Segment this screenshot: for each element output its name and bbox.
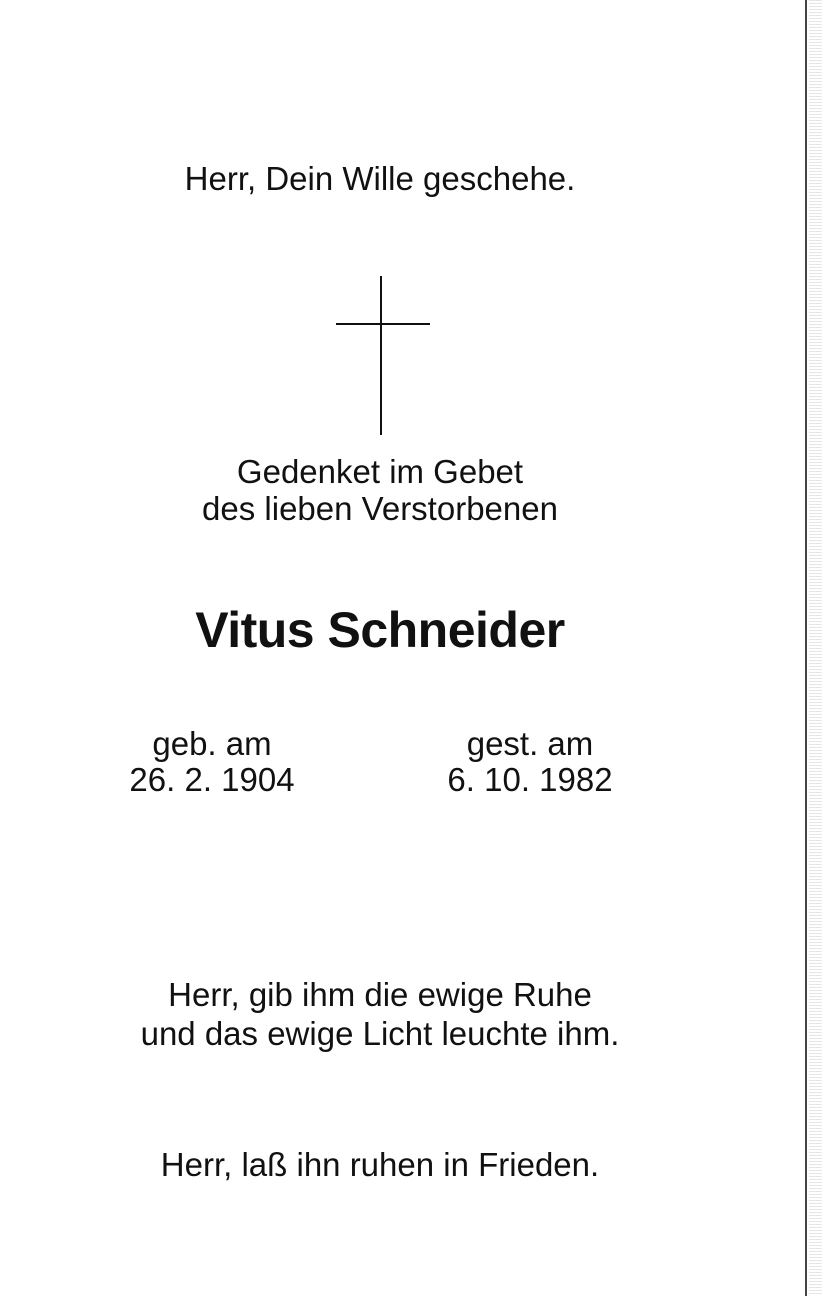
death-date: 6. 10. 1982 — [447, 761, 613, 798]
birth-date: 26. 2. 1904 — [129, 761, 295, 798]
cross-horizontal-bar — [336, 323, 430, 325]
death-block — [430, 726, 630, 798]
closing-verse: Herr, laß ihn ruhen in Frieden. — [160, 1146, 600, 1183]
scan-edge — [805, 0, 828, 1296]
card-border-line — [805, 0, 807, 1296]
prayer-line-1: Herr, gib ihm die ewige Ruhe — [168, 976, 592, 1013]
prayer-line-2: und das ewige Licht leuchte ihm. — [140, 1015, 620, 1052]
deceased-name: Vitus Schneider — [195, 602, 565, 658]
remember-line-1: Gedenket im Gebet — [236, 453, 524, 490]
top-verse: Herr, Dein Wille geschehe. — [184, 160, 576, 197]
cross-vertical-bar — [380, 276, 382, 435]
birth-label: geb. am — [152, 725, 272, 762]
remember-line-2: des lieben Verstorbenen — [202, 490, 558, 527]
birth-block — [112, 726, 312, 798]
death-label: gest. am — [466, 725, 594, 762]
scan-edge-texture — [809, 0, 822, 1296]
